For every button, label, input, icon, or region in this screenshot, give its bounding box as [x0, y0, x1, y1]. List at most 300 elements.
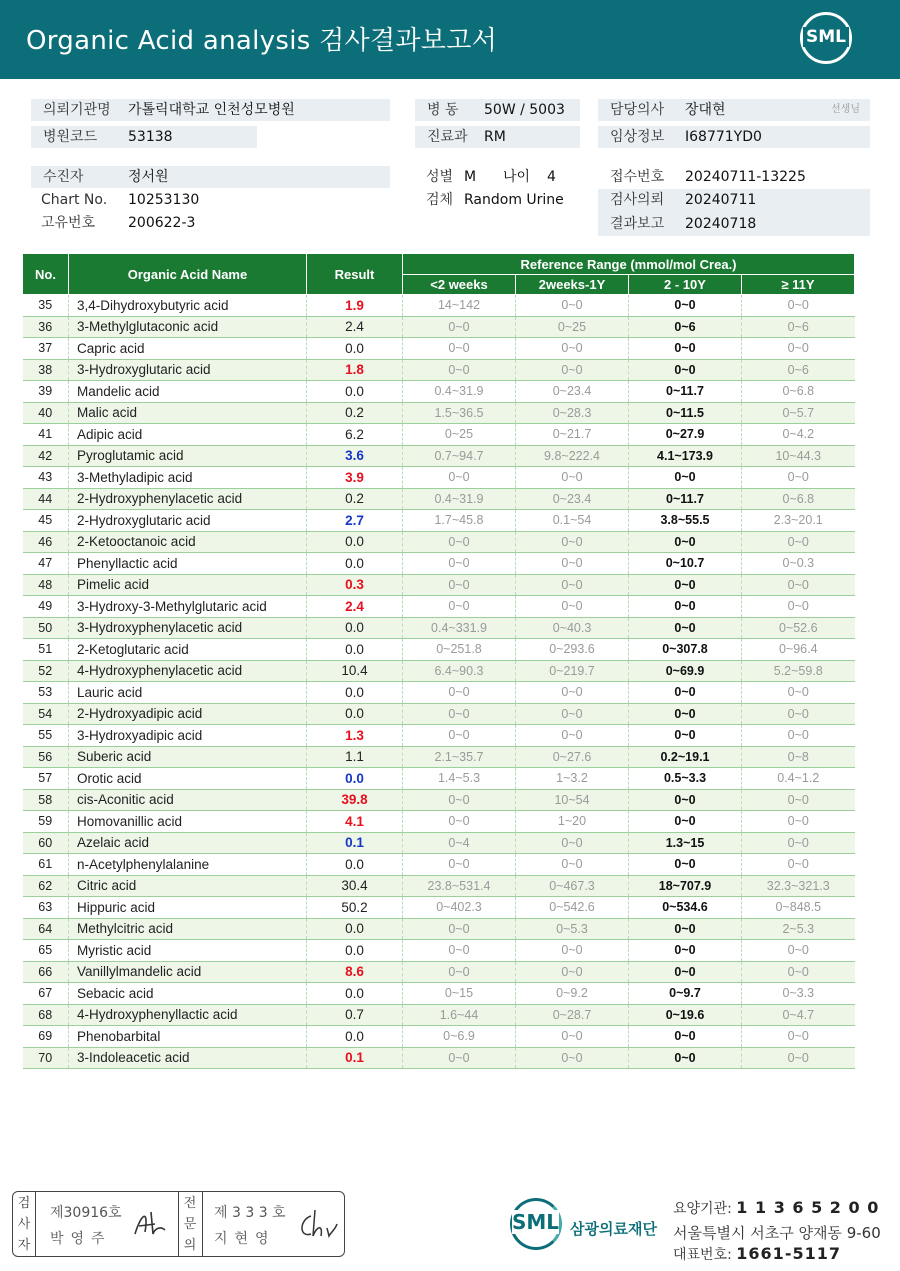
result-value: 0.2	[307, 488, 403, 510]
unique-value: 200622-3	[128, 215, 196, 231]
col-header-ref-4: ≥ 11Y	[742, 275, 855, 295]
ref-2-10y: 0~0	[629, 338, 742, 360]
report-value: 20240718	[685, 216, 757, 232]
row-number: 49	[23, 596, 69, 618]
ref-under-2-weeks: 0~0	[403, 531, 516, 553]
ref-under-2-weeks: 0~0	[403, 961, 516, 983]
ref-2-10y: 4.1~173.9	[629, 445, 742, 467]
acid-name: 2-Ketooctanoic acid	[69, 531, 307, 553]
institution-value: 가톨릭대학교 인천성모병원	[128, 102, 295, 118]
ref-under-2-weeks: 1.7~45.8	[403, 510, 516, 532]
row-number: 68	[23, 1004, 69, 1026]
ref-2-10y: 0~11.7	[629, 488, 742, 510]
ref-2-10y: 1.3~15	[629, 832, 742, 854]
ref-2weeks-1y: 0~28.7	[516, 1004, 629, 1026]
ref-2weeks-1y: 0~0	[516, 1026, 629, 1048]
dates-block	[598, 189, 870, 236]
acid-name: 2-Hydroxyglutaric acid	[69, 510, 307, 532]
result-value: 0.7	[307, 1004, 403, 1026]
sml-logo-icon	[800, 12, 852, 64]
ref-2-10y: 0~0	[629, 811, 742, 833]
acid-name: Methylcitric acid	[69, 918, 307, 940]
row-number: 46	[23, 531, 69, 553]
ref-11y-plus: 0~0	[742, 531, 855, 553]
result-value: 0.0	[307, 338, 403, 360]
ref-under-2-weeks: 0~0	[403, 703, 516, 725]
ref-11y-plus: 0~0	[742, 295, 855, 317]
row-number: 67	[23, 983, 69, 1005]
acid-name: 3-Methylglutaconic acid	[69, 316, 307, 338]
acid-name: 3-Methyladipic acid	[69, 467, 307, 489]
table-row	[23, 467, 855, 489]
result-value: 0.0	[307, 381, 403, 403]
ref-11y-plus: 0~0	[742, 940, 855, 962]
ref-11y-plus: 0~0	[742, 832, 855, 854]
report-label: 결과보고	[610, 216, 665, 232]
ref-under-2-weeks: 0~0	[403, 854, 516, 876]
institution-label: 의뢰기관명	[43, 102, 111, 118]
row-number: 57	[23, 768, 69, 790]
receipt-value: 20240711-13225	[685, 169, 806, 185]
ref-2-10y: 0~0	[629, 725, 742, 747]
result-value: 39.8	[307, 789, 403, 811]
result-value: 2.7	[307, 510, 403, 532]
table-row	[23, 338, 855, 360]
signature-box	[12, 1191, 345, 1257]
ref-11y-plus: 5.2~59.8	[742, 660, 855, 682]
result-value: 0.0	[307, 1026, 403, 1048]
result-value: 1.9	[307, 295, 403, 317]
acid-name: 4-Hydroxyphenyllactic acid	[69, 1004, 307, 1026]
acid-name: Myristic acid	[69, 940, 307, 962]
ref-2-10y: 0~6	[629, 316, 742, 338]
acid-name: 2-Ketoglutaric acid	[69, 639, 307, 661]
acid-name: Mandelic acid	[69, 381, 307, 403]
examiner-name: 박영주	[50, 1231, 112, 1247]
ref-2weeks-1y: 0~5.3	[516, 918, 629, 940]
examiner-signature-icon	[131, 1204, 171, 1244]
ref-2weeks-1y: 0~27.6	[516, 746, 629, 768]
ref-11y-plus: 0~0	[742, 682, 855, 704]
table-row	[23, 639, 855, 661]
table-row	[23, 295, 855, 317]
ref-2-10y: 0~0	[629, 596, 742, 618]
row-number: 63	[23, 897, 69, 919]
specialist-label	[179, 1193, 201, 1257]
ward-label: 병 동	[427, 102, 459, 118]
clinical-row	[598, 126, 870, 148]
row-number: 59	[23, 811, 69, 833]
row-number: 69	[23, 1026, 69, 1048]
table-row	[23, 940, 855, 962]
col-header-ref-3: 2 - 10Y	[629, 275, 742, 295]
row-number: 56	[23, 746, 69, 768]
doctor-note: 선생님	[831, 104, 860, 115]
row-number: 53	[23, 682, 69, 704]
row-number: 51	[23, 639, 69, 661]
result-value: 0.1	[307, 832, 403, 854]
row-number: 61	[23, 854, 69, 876]
ref-2weeks-1y: 0~0	[516, 338, 629, 360]
table-row	[23, 1026, 855, 1048]
chart-value: 10253130	[128, 192, 200, 208]
results-body	[23, 295, 855, 1069]
table-row	[23, 660, 855, 682]
specialist-number: 제 3 3 3 호	[214, 1205, 286, 1221]
ref-2weeks-1y: 0~0	[516, 596, 629, 618]
ref-2-10y: 0~0	[629, 961, 742, 983]
result-value: 1.1	[307, 746, 403, 768]
ref-2-10y: 0~69.9	[629, 660, 742, 682]
ref-under-2-weeks: 0~402.3	[403, 897, 516, 919]
ref-2-10y: 0~0	[629, 918, 742, 940]
table-row	[23, 488, 855, 510]
acid-name: n-Acetylphenylalanine	[69, 854, 307, 876]
result-value: 2.4	[307, 596, 403, 618]
table-row	[23, 1047, 855, 1069]
ward-value: 50W / 5003	[484, 102, 565, 118]
ref-2-10y: 0~0	[629, 703, 742, 725]
acid-name: Sebacic acid	[69, 983, 307, 1005]
row-number: 42	[23, 445, 69, 467]
ref-11y-plus: 0~6.8	[742, 381, 855, 403]
col-header-reference: Reference Range (mmol/mol Crea.)	[403, 254, 855, 275]
care-number: 1 1 3 6 5 2 0 0	[736, 1198, 880, 1217]
row-number: 40	[23, 402, 69, 424]
col-header-result: Result	[307, 254, 403, 295]
row-number: 43	[23, 467, 69, 489]
ref-2weeks-1y: 0~0	[516, 854, 629, 876]
clinical-label: 임상정보	[610, 129, 665, 145]
row-number: 48	[23, 574, 69, 596]
acid-name: Malic acid	[69, 402, 307, 424]
ref-under-2-weeks: 0.4~31.9	[403, 381, 516, 403]
ref-2-10y: 0~534.6	[629, 897, 742, 919]
ref-11y-plus: 0~0	[742, 596, 855, 618]
ref-under-2-weeks: 0~0	[403, 811, 516, 833]
ref-2-10y: 0~9.7	[629, 983, 742, 1005]
ref-11y-plus: 0~0.3	[742, 553, 855, 575]
ref-11y-plus: 0~6.8	[742, 488, 855, 510]
result-value: 4.1	[307, 811, 403, 833]
acid-name: Orotic acid	[69, 768, 307, 790]
result-value: 6.2	[307, 424, 403, 446]
acid-name: Hippuric acid	[69, 897, 307, 919]
row-number: 60	[23, 832, 69, 854]
ref-2weeks-1y: 0~21.7	[516, 424, 629, 446]
ref-2-10y: 18~707.9	[629, 875, 742, 897]
doctor-row	[598, 99, 870, 121]
ref-11y-plus: 0~52.6	[742, 617, 855, 639]
ref-2weeks-1y: 0~0	[516, 295, 629, 317]
table-row	[23, 510, 855, 532]
ref-2-10y: 0~19.6	[629, 1004, 742, 1026]
result-value: 3.6	[307, 445, 403, 467]
ref-2weeks-1y: 0~219.7	[516, 660, 629, 682]
result-value: 0.0	[307, 682, 403, 704]
ref-under-2-weeks: 0.4~331.9	[403, 617, 516, 639]
col-header-name: Organic Acid Name	[69, 254, 307, 295]
col-header-ref-2: 2weeks-1Y	[516, 275, 629, 295]
ref-2-10y: 0~0	[629, 295, 742, 317]
ref-11y-plus: 0~4.2	[742, 424, 855, 446]
ref-under-2-weeks: 0~0	[403, 682, 516, 704]
ref-2weeks-1y: 0~25	[516, 316, 629, 338]
ref-under-2-weeks: 0.7~94.7	[403, 445, 516, 467]
table-row	[23, 682, 855, 704]
ref-2weeks-1y: 0~467.3	[516, 875, 629, 897]
examiner-label	[13, 1193, 35, 1257]
ref-2weeks-1y: 0~0	[516, 574, 629, 596]
table-row	[23, 359, 855, 381]
row-number: 62	[23, 875, 69, 897]
patient-label: 수진자	[43, 169, 84, 185]
sex-age-row	[414, 166, 584, 188]
phone-row	[673, 1244, 841, 1264]
acid-name: Lauric acid	[69, 682, 307, 704]
ref-2weeks-1y: 0~28.3	[516, 402, 629, 424]
row-number: 35	[23, 295, 69, 317]
acid-name: Capric acid	[69, 338, 307, 360]
table-row	[23, 746, 855, 768]
specimen-value: Random Urine	[464, 192, 564, 208]
ref-under-2-weeks: 0~0	[403, 596, 516, 618]
row-number: 36	[23, 316, 69, 338]
table-row	[23, 402, 855, 424]
acid-name: 3-Indoleacetic acid	[69, 1047, 307, 1069]
specialist-signature-icon	[295, 1206, 339, 1246]
age-label: 나이	[503, 169, 531, 185]
specimen-label: 검체	[426, 192, 454, 208]
ref-11y-plus: 0~0	[742, 1047, 855, 1069]
row-number: 58	[23, 789, 69, 811]
acid-name: Vanillylmandelic acid	[69, 961, 307, 983]
doctor-value: 장대현	[685, 102, 726, 118]
ref-under-2-weeks: 0~15	[403, 983, 516, 1005]
ref-2-10y: 0.5~3.3	[629, 768, 742, 790]
ref-2weeks-1y: 0~40.3	[516, 617, 629, 639]
table-row	[23, 553, 855, 575]
ref-2weeks-1y: 1~3.2	[516, 768, 629, 790]
table-row	[23, 875, 855, 897]
table-row	[23, 768, 855, 790]
acid-name: Citric acid	[69, 875, 307, 897]
ref-2-10y: 0~0	[629, 617, 742, 639]
age-value: 4	[547, 169, 556, 185]
ref-11y-plus: 0~4.7	[742, 1004, 855, 1026]
acid-name: 3-Hydroxy-3-Methylglutaric acid	[69, 596, 307, 618]
table-row	[23, 1004, 855, 1026]
table-row	[23, 531, 855, 553]
result-value: 0.3	[307, 574, 403, 596]
acid-name: Azelaic acid	[69, 832, 307, 854]
table-row	[23, 703, 855, 725]
ref-under-2-weeks: 6.4~90.3	[403, 660, 516, 682]
result-value: 0.0	[307, 918, 403, 940]
acid-name: 2-Hydroxyphenylacetic acid	[69, 488, 307, 510]
acid-name: Pimelic acid	[69, 574, 307, 596]
examiner-number: 제30916호	[50, 1205, 122, 1221]
ref-under-2-weeks: 1.4~5.3	[403, 768, 516, 790]
col-header-ref-1: <2 weeks	[403, 275, 516, 295]
receipt-label: 접수번호	[610, 169, 665, 185]
ref-under-2-weeks: 0~0	[403, 553, 516, 575]
table-row	[23, 789, 855, 811]
acid-name: Homovanillic acid	[69, 811, 307, 833]
result-value: 3.9	[307, 467, 403, 489]
ref-under-2-weeks: 1.5~36.5	[403, 402, 516, 424]
ref-2-10y: 0~0	[629, 854, 742, 876]
row-number: 44	[23, 488, 69, 510]
ref-11y-plus: 0~0	[742, 854, 855, 876]
ref-11y-plus: 0.4~1.2	[742, 768, 855, 790]
patient-value: 정서원	[128, 169, 169, 185]
dept-label: 진료과	[427, 129, 468, 145]
examiner-label-text: 검 사 자	[17, 1196, 31, 1253]
ref-2-10y: 0~0	[629, 682, 742, 704]
ref-under-2-weeks: 1.6~44	[403, 1004, 516, 1026]
ref-2-10y: 0~0	[629, 359, 742, 381]
ref-2weeks-1y: 0~23.4	[516, 488, 629, 510]
ref-under-2-weeks: 0~0	[403, 789, 516, 811]
acid-name: 2-Hydroxyadipic acid	[69, 703, 307, 725]
ref-11y-plus: 0~96.4	[742, 639, 855, 661]
ref-11y-plus: 0~0	[742, 961, 855, 983]
sex-value: M	[464, 169, 477, 185]
ref-under-2-weeks: 0~0	[403, 338, 516, 360]
table-row	[23, 918, 855, 940]
table-row	[23, 316, 855, 338]
brand-logo-text: SML	[512, 1210, 560, 1234]
ref-11y-plus: 0~5.7	[742, 402, 855, 424]
ref-under-2-weeks: 0~0	[403, 467, 516, 489]
ref-under-2-weeks: 0~0	[403, 316, 516, 338]
result-value: 0.0	[307, 983, 403, 1005]
ref-11y-plus: 10~44.3	[742, 445, 855, 467]
ref-2weeks-1y: 0~0	[516, 703, 629, 725]
ref-11y-plus: 0~6	[742, 316, 855, 338]
ref-2-10y: 0~307.8	[629, 639, 742, 661]
ref-11y-plus: 0~0	[742, 338, 855, 360]
acid-name: 3-Hydroxyadipic acid	[69, 725, 307, 747]
clinical-value: I68771YD0	[685, 129, 762, 145]
ref-under-2-weeks: 23.8~531.4	[403, 875, 516, 897]
ref-2weeks-1y: 0~0	[516, 1047, 629, 1069]
ref-under-2-weeks: 0~0	[403, 725, 516, 747]
hospital-code-label: 병원코드	[43, 129, 98, 145]
ref-2weeks-1y: 0~0	[516, 832, 629, 854]
ref-2weeks-1y: 10~54	[516, 789, 629, 811]
acid-name: Pyroglutamic acid	[69, 445, 307, 467]
ref-2weeks-1y: 0~23.4	[516, 381, 629, 403]
result-value: 1.8	[307, 359, 403, 381]
acid-name: 3,4-Dihydroxybutyric acid	[69, 295, 307, 317]
acid-name: Phenyllactic acid	[69, 553, 307, 575]
ward-row	[415, 99, 580, 121]
ref-11y-plus: 0~8	[742, 746, 855, 768]
unique-row	[29, 212, 329, 234]
ref-2-10y: 3.8~55.5	[629, 510, 742, 532]
row-number: 39	[23, 381, 69, 403]
row-number: 45	[23, 510, 69, 532]
table-row	[23, 897, 855, 919]
ref-11y-plus: 0~0	[742, 574, 855, 596]
ref-under-2-weeks: 0~4	[403, 832, 516, 854]
specialist-label-text: 전 문 의	[183, 1196, 197, 1253]
ref-under-2-weeks: 0~251.8	[403, 639, 516, 661]
receipt-row	[598, 166, 870, 188]
result-value: 8.6	[307, 961, 403, 983]
ref-2weeks-1y: 0~9.2	[516, 983, 629, 1005]
result-value: 10.4	[307, 660, 403, 682]
acid-name: 4-Hydroxyphenylacetic acid	[69, 660, 307, 682]
request-label: 검사의뢰	[610, 192, 665, 208]
ref-11y-plus: 0~0	[742, 789, 855, 811]
ref-11y-plus: 0~0	[742, 725, 855, 747]
ref-11y-plus: 0~0	[742, 703, 855, 725]
acid-name: Adipic acid	[69, 424, 307, 446]
ref-under-2-weeks: 0~6.9	[403, 1026, 516, 1048]
ref-under-2-weeks: 0~0	[403, 1047, 516, 1069]
row-number: 65	[23, 940, 69, 962]
ref-11y-plus: 0~0	[742, 1026, 855, 1048]
ref-under-2-weeks: 0~0	[403, 574, 516, 596]
ref-2-10y: 0~11.7	[629, 381, 742, 403]
row-number: 50	[23, 617, 69, 639]
ref-under-2-weeks: 0~25	[403, 424, 516, 446]
ref-2-10y: 0~10.7	[629, 553, 742, 575]
acid-name: Suberic acid	[69, 746, 307, 768]
request-value: 20240711	[685, 192, 757, 208]
ref-under-2-weeks: 14~142	[403, 295, 516, 317]
ref-11y-plus: 32.3~321.3	[742, 875, 855, 897]
table-row	[23, 854, 855, 876]
care-institution	[673, 1198, 879, 1218]
ref-2weeks-1y: 0~0	[516, 531, 629, 553]
table-row	[23, 596, 855, 618]
result-value: 0.2	[307, 402, 403, 424]
table-row	[23, 574, 855, 596]
address: 서울특별시 서초구 양재동 9-60	[673, 1224, 881, 1242]
ref-2weeks-1y: 0~0	[516, 467, 629, 489]
result-value: 0.0	[307, 940, 403, 962]
row-number: 52	[23, 660, 69, 682]
hospital-code-row	[31, 126, 257, 148]
col-header-no: No.	[23, 254, 69, 295]
ref-2-10y: 0~0	[629, 574, 742, 596]
acid-name: 3-Hydroxyphenylacetic acid	[69, 617, 307, 639]
row-number: 41	[23, 424, 69, 446]
phone-number: 1661-5117	[736, 1244, 841, 1263]
ref-11y-plus: 0~6	[742, 359, 855, 381]
result-value: 1.3	[307, 725, 403, 747]
sex-label: 성별	[426, 169, 454, 185]
dept-row	[415, 126, 580, 148]
results-table	[22, 253, 855, 1069]
specialist-name: 지현영	[214, 1231, 276, 1247]
ref-11y-plus: 2.3~20.1	[742, 510, 855, 532]
ref-2weeks-1y: 0~0	[516, 682, 629, 704]
dept-value: RM	[484, 129, 506, 145]
ref-2-10y: 0~0	[629, 1047, 742, 1069]
acid-name: 3-Hydroxyglutaric acid	[69, 359, 307, 381]
row-number: 37	[23, 338, 69, 360]
ref-2weeks-1y: 0~0	[516, 725, 629, 747]
ref-11y-plus: 0~848.5	[742, 897, 855, 919]
brand-name: 삼광의료재단	[570, 1220, 657, 1238]
ref-2-10y: 0~11.5	[629, 402, 742, 424]
result-value: 2.4	[307, 316, 403, 338]
